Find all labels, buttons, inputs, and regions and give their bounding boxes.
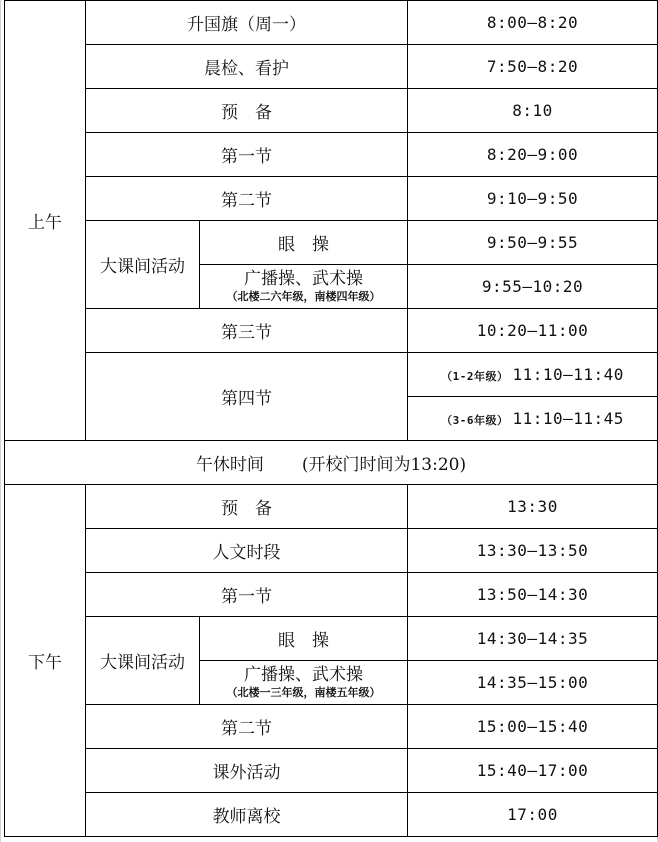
table-row bbox=[5, 309, 658, 353]
table-row bbox=[5, 485, 658, 529]
table-row bbox=[5, 353, 658, 397]
table-row bbox=[5, 529, 658, 573]
time-cell: 14:30—14:35 bbox=[408, 617, 658, 661]
activity-cell: 第一节 bbox=[86, 573, 408, 617]
table-row bbox=[5, 705, 658, 749]
activity-cell: 预 备 bbox=[86, 485, 408, 529]
time-cell: 9:10—9:50 bbox=[408, 177, 658, 221]
schedule-table bbox=[4, 0, 658, 837]
table-row bbox=[5, 133, 658, 177]
time-cell: 13:30 bbox=[408, 485, 658, 529]
time-cell: 9:55—10:20 bbox=[408, 265, 658, 309]
activity-cell bbox=[200, 661, 408, 705]
time-cell: 13:30—13:50 bbox=[408, 529, 658, 573]
activity-label: 广播操、武术操 bbox=[244, 269, 363, 289]
grade-range: （3-6年级） bbox=[441, 414, 509, 427]
time-cell: 14:35—15:00 bbox=[408, 661, 658, 705]
table-row bbox=[5, 89, 658, 133]
activity-cell: 第一节 bbox=[86, 133, 408, 177]
table-row bbox=[5, 45, 658, 89]
noon-note: (开校门时间为13:20) bbox=[301, 455, 467, 475]
table-row bbox=[5, 221, 658, 265]
activity-note: （北楼二六年级，南楼四年级） bbox=[226, 290, 381, 303]
time-cell: 15:00—15:40 bbox=[408, 705, 658, 749]
activity-cell: 人文时段 bbox=[86, 529, 408, 573]
time-cell: 17:00 bbox=[408, 793, 658, 837]
time-cell: 7:50—8:20 bbox=[408, 45, 658, 89]
table-row bbox=[5, 617, 658, 661]
table-row bbox=[5, 1, 658, 45]
activity-cell: 预 备 bbox=[86, 89, 408, 133]
time-value: 11:10—11:40 bbox=[512, 365, 624, 384]
time-value: 11:10—11:45 bbox=[512, 409, 624, 428]
big-break-label: 大课间活动 bbox=[86, 221, 200, 309]
period-morning: 上午 bbox=[5, 1, 86, 441]
time-cell: 8:00—8:20 bbox=[408, 1, 658, 45]
time-cell: 13:50—14:30 bbox=[408, 573, 658, 617]
table-row bbox=[5, 441, 658, 485]
activity-cell: 教师离校 bbox=[86, 793, 408, 837]
activity-cell: 第二节 bbox=[86, 177, 408, 221]
noon-label: 午休时间 bbox=[195, 455, 264, 475]
activity-cell: 升国旗（周一） bbox=[86, 1, 408, 45]
activity-cell: 课外活动 bbox=[86, 749, 408, 793]
time-cell bbox=[408, 397, 658, 441]
time-cell: 15:40—17:00 bbox=[408, 749, 658, 793]
time-cell: 10:20—11:00 bbox=[408, 309, 658, 353]
activity-note: （北楼一三年级，南楼五年级） bbox=[226, 686, 381, 699]
activity-cell: 眼 操 bbox=[200, 617, 408, 661]
activity-label: 广播操、武术操 bbox=[244, 665, 363, 685]
table-row bbox=[5, 793, 658, 837]
activity-cell: 第二节 bbox=[86, 705, 408, 749]
time-cell: 8:20—9:00 bbox=[408, 133, 658, 177]
table-row bbox=[5, 177, 658, 221]
table-row bbox=[5, 749, 658, 793]
big-break-label: 大课间活动 bbox=[86, 617, 200, 705]
grade-range: （1-2年级） bbox=[441, 370, 509, 383]
time-cell bbox=[408, 353, 658, 397]
period-afternoon: 下午 bbox=[5, 485, 86, 837]
time-cell: 8:10 bbox=[408, 89, 658, 133]
table-row bbox=[5, 573, 658, 617]
activity-cell bbox=[200, 265, 408, 309]
activity-cell: 第三节 bbox=[86, 309, 408, 353]
activity-cell: 晨检、看护 bbox=[86, 45, 408, 89]
activity-cell: 第四节 bbox=[86, 353, 408, 441]
activity-cell: 眼 操 bbox=[200, 221, 408, 265]
time-cell: 9:50—9:55 bbox=[408, 221, 658, 265]
noon-break-cell bbox=[5, 441, 658, 485]
